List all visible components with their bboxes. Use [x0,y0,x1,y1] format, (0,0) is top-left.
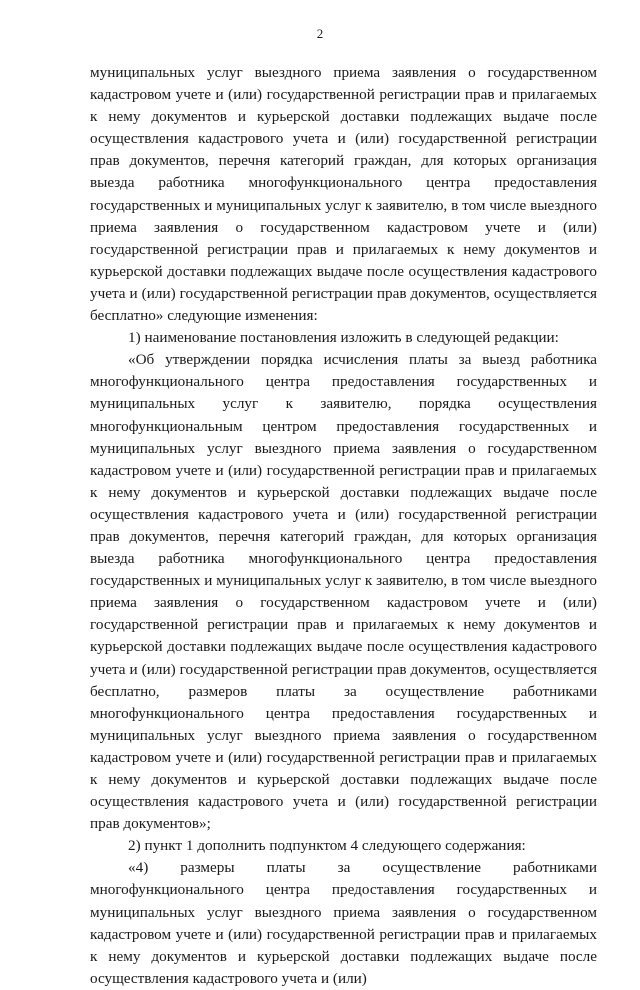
paragraph-item-2: 2) пункт 1 дополнить подпунктом 4 следующего содержания: [128,837,526,855]
paragraph-new-title: «Об утверждении порядка исчисления платы за выезд работника многофункционального центра предоставления государственных и муниципальных услуг к заявителю, порядка осуществления многофункциональным центром предоставления государственных и муниципальных услуг выездного приема заявления о государственном кадастровом учете и (или) государственной регистрации прав и прилагаемых к нему документов и курьерской доставки подлежащих выдаче после осуществления кадастрового учета и (или) государственной регистрации прав документов, перечня категорий граждан, для которых организация выезда работника многофункционального центра предоставления государственных и муниципальных услуг к заявителю, в том числе выездного приема заявления о государственном кадастровом учете и (или) государственной регистрации прав и прилагаемых к нему документов и курьерской доставки подлежащих выдаче после осуществления кадастрового учета и (или) государственной регистрации прав документов, осуществляется бесплатно, размеров платы за осуществление работниками многофункционального центра предоставления государственных и муниципальных услуг выездного приема заявления о государственном кадастровом учете и (или) государственной регистрации прав и прилагаемых к нему документов и курьерской доставки подлежащих выдаче после осуществления кадастрового учета и (или) государственной регистрации прав документов»; [90,351,597,833]
paragraph-subitem-4: «4) размеры платы за осуществление работниками многофункционального центра предоставления государственных и муниципальных услуг выездного приема заявления о государственном кадастровом учете и (или) государственной регистрации прав и прилагаемых к нему документов и курьерской доставки подлежащих выдаче после осуществления кадастрового учета и (или) [90,859,597,987]
document-body [90,62,597,990]
paragraph-intro: муниципальных услуг выездного приема заявления о государственном кадастровом учете и (или) государственной регистрации прав и прилагаемых к нему документов и курьерской доставки подлежащих выдаче после осуществления кадастрового учета и (или) государственной регистрации прав документов, перечня категорий граждан, для которых организация выезда работника многофункционального центра предоставления государственных и муниципальных услуг к заявителю, в том числе выездного приема заявления о государственном кадастровом учете и (или) государственной регистрации прав и прилагаемых к нему документов и курьерской доставки подлежащих выдаче после осуществления кадастрового учета и (или) государственной регистрации прав документов, осуществляется бесплатно» следующие изменения: [90,64,597,325]
page-number: 2 [316,26,324,41]
paragraph-item-1: 1) наименование постановления изложить в следующей редакции: [128,329,559,347]
